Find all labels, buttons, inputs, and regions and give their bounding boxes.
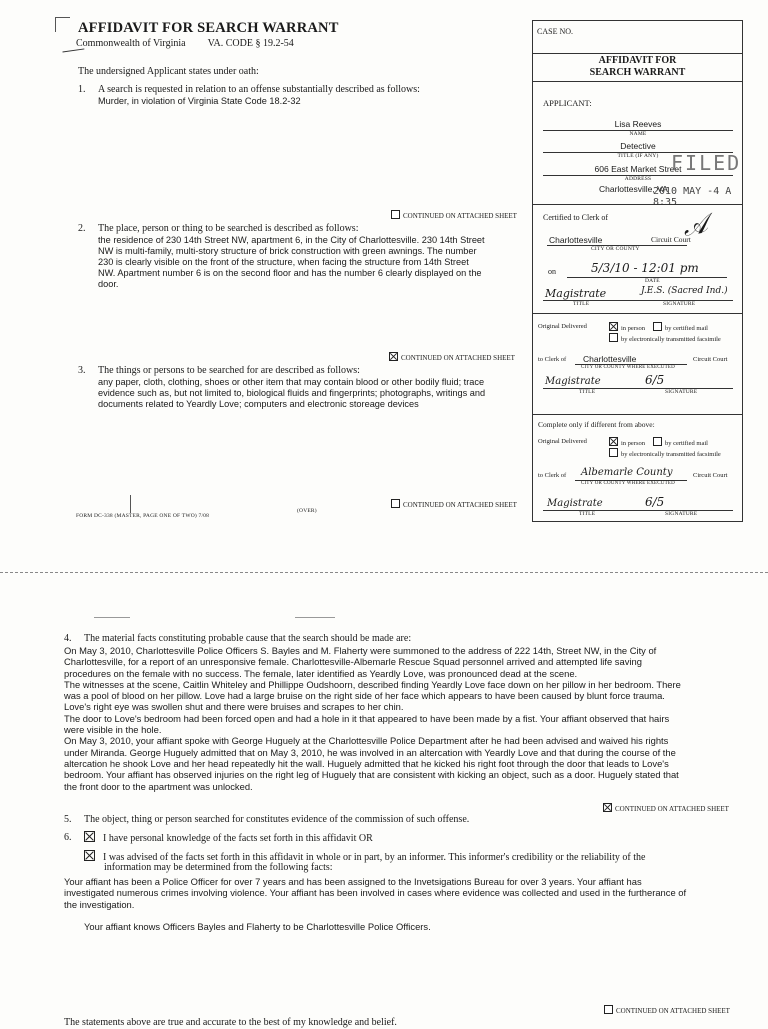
title-caption-2: TITLE — [573, 301, 590, 307]
item3-continued — [391, 499, 517, 509]
item2-label: The place, person or thing to be searched is described as follows: — [98, 223, 359, 234]
circuit-court-label: Circuit Court — [693, 356, 728, 363]
bottom-statement: The statements above are true and accurate to the best of my knowledge and belief. — [64, 1017, 397, 1028]
item4-continued — [603, 803, 729, 813]
clerk-signature-scribble: 𝒜 — [680, 209, 710, 243]
item3-continued-checkbox[interactable] — [391, 499, 400, 508]
certified-city: Charlottesville — [549, 235, 603, 245]
rightbox-title-line1: AFFIDAVIT FOR — [598, 55, 677, 66]
item3-line: evidence such as, but not limited to, biological fluids and fingerprints; photographs, writings and — [98, 388, 486, 398]
item6-option1 — [84, 831, 373, 845]
jurisdiction-line — [76, 38, 294, 49]
city-exec-caption-2: CITY OR COUNTY WHERE EXECUTED — [581, 481, 675, 486]
item4-line: The door to Love's bedroom had been forced open and had a hole in it that appeared to have been made by a fist. Your affiant observed that hairs — [64, 712, 670, 724]
title-caption-4: TITLE — [579, 511, 596, 517]
rightbox-title-line2: SEARCH WARRANT — [589, 67, 686, 78]
item1-offense: Murder, in violation of Virginia State Code 18.2-32 — [98, 96, 301, 106]
informer-line: investigated numerous crimes involving violence. Your affiant has been involved in cases where evidence was collected and used in the furtherance of — [64, 887, 687, 899]
signature-caption-3: SIGNATURE — [665, 511, 698, 517]
item4-line: bedroom. Your affiant has observed injuries on the right leg of Huguely that are consistent with kicking an object, such as a door. Huguely stated that — [64, 769, 679, 781]
complete-only-label: Complete only if different from above: — [538, 420, 655, 429]
item4-line: was a pool of blood on her pillow. Love had a large bruise on the right side of her face which appears to have been caused by blunt force trauma. — [64, 690, 665, 702]
item3-text — [98, 377, 526, 410]
to-clerk-label: to Clerk of — [538, 356, 567, 363]
officers-statement: Your affiant knows Officers Bayles and Flaherty to be Charlottesville Police Officers. — [84, 921, 431, 932]
item2-continued-checkbox[interactable] — [389, 352, 398, 361]
signature-caption: SIGNATURE — [663, 301, 696, 307]
item3-line: any paper, cloth, clothing, shoes or other item that may contain blood or other bodily fluid; trace — [98, 377, 485, 387]
applicant-label: APPLICANT: — [543, 98, 592, 108]
date-handwriting-2: 6/5 — [645, 373, 665, 387]
date-caption: DATE — [645, 278, 660, 284]
item2-line: 230 is clearly visible on the front of the structure, when facing the structure from 14th Street — [98, 257, 469, 267]
in-person-checkbox[interactable] — [609, 322, 618, 331]
certified-mail-label-2: by certified mail — [665, 440, 708, 447]
item2-number: 2. — [78, 223, 86, 234]
item3-line: documents related to Yeardly Love; computers and electronic storeage devices — [98, 399, 419, 409]
certified-date: 5/3/10 - 12:01 pm — [591, 261, 699, 275]
fax-option-2 — [609, 448, 721, 458]
item3-label: The things or persons to be searched for are described as follows: — [98, 365, 360, 376]
item2-continued — [389, 352, 515, 362]
item4-continued-label: CONTINUED ON ATTACHED SHEET — [615, 805, 729, 813]
item1-number: 1. — [78, 84, 86, 95]
applicant-name: Lisa Reeves — [614, 119, 662, 129]
clerk-city: Charlottesville — [583, 354, 637, 364]
in-person-label: in person — [621, 325, 646, 332]
certified-mail-checkbox[interactable] — [653, 322, 662, 331]
form-number: FORM DC-338 (MASTER, PAGE ONE OF TWO) 7/08 — [76, 513, 210, 519]
item4-line: altercation he shook Love and her head repeatedly hit the wall. Huguely admitted that he kicked his right foot through the door that leads to Love's — [64, 757, 669, 769]
case-no-label: CASE NO. — [537, 27, 574, 36]
original-delivered-label: Original Delivered — [538, 323, 587, 330]
original-delivered-label-2: Original Delivered — [538, 438, 587, 445]
informer-continued-checkbox[interactable] — [604, 1005, 613, 1014]
item4-label: The material facts constituting probable cause that the search should be made are: — [84, 633, 412, 644]
filed-date-stamp: 2010 MAY -4 A 8:35 — [653, 186, 732, 208]
applicant-title: Detective — [620, 141, 656, 151]
certified-mail-option — [653, 322, 708, 332]
applicant-city: Charlottesville, VA — [599, 184, 668, 194]
item2-line: door. — [98, 279, 119, 289]
over-label: (OVER) — [297, 508, 317, 514]
city-exec-caption: CITY OR COUNTY WHERE EXECUTED — [581, 365, 675, 370]
date-handwriting-3: 6/5 — [645, 495, 665, 509]
code-ref: VA. CODE § 19.2-54 — [207, 38, 294, 49]
item2-line: NW is multi-family, multi-story structure of brick construction with green awnings. The number — [98, 246, 477, 256]
certified-mail-checkbox-2[interactable] — [653, 437, 662, 446]
item4-line: procedures on the female with no success. The female, later identified as Yeardly Love, was pronounced dead at the scene. — [64, 667, 578, 679]
rightbox-title — [533, 55, 742, 79]
magistrate-signature: J.E.S. (Sacred Ind.) — [641, 286, 728, 296]
item3-continued-label: CONTINUED ON ATTACHED SHEET — [403, 501, 517, 509]
personal-knowledge-checkbox[interactable] — [84, 831, 95, 842]
certified-label: Certified to Clerk of — [543, 213, 609, 222]
item5-text: The object, thing or person searched for constitutes evidence of the commission of such offense. — [84, 814, 470, 825]
in-person-option — [609, 322, 645, 332]
corner-mark — [55, 17, 70, 32]
certified-mail-label: by certified mail — [665, 325, 708, 332]
item3-number: 3. — [78, 365, 86, 376]
informer-label-line1: I was advised of the facts set forth in this affidavit in whole or in part, by an informer. This informer's credibility or the reliability of the — [103, 852, 646, 863]
in-person-label-2: in person — [621, 440, 646, 447]
item4-number: 4. — [64, 633, 72, 644]
magistrate-handwriting-3: Magistrate — [547, 498, 603, 509]
on-label: on — [548, 267, 556, 276]
page-separator — [0, 572, 768, 573]
informer-line: Your affiant has been a Police Officer for over 7 years and has been assigned to the Invetsigations Bureau for over 3 years. Your affiant has — [64, 876, 642, 887]
scan-line — [295, 617, 335, 618]
jurisdiction: Commonwealth of Virginia — [76, 38, 186, 49]
fax-option — [609, 333, 721, 343]
circuit-court-label-2: Circuit Court — [693, 472, 728, 479]
clerk-county-2: Albemarle County — [581, 467, 673, 478]
item4-line: On May 3, 2010, your affiant spoke with George Huguely at the Charlottesville Police Department after he had been advised and waived his rights — [64, 735, 669, 747]
certified-court: Circuit Court — [651, 235, 691, 244]
signature-caption-2: SIGNATURE — [665, 389, 698, 395]
signature-scribble — [62, 43, 85, 53]
name-caption: NAME — [629, 131, 647, 137]
item4-line: Charlottesville, for a report of an unresponsive female. Charlottesville-Albemarle Rescue Squad personnel arrived and attempted life saving — [64, 656, 642, 668]
item4-line: The witnesses at the scene, Caitlin Whiteley and Phillippe Oudshoorn, described finding Yeardly Love face down on her pillow in her bedroom. There — [64, 678, 681, 690]
magistrate-handwriting-2: Magistrate — [545, 376, 601, 387]
case-info-box — [532, 20, 743, 522]
informer-facts — [64, 876, 764, 910]
magistrate-handwriting: Magistrate — [545, 287, 607, 300]
informer-continued-label: CONTINUED ON ATTACHED SHEET — [616, 1007, 730, 1015]
item1-continued-label: CONTINUED ON ATTACHED SHEET — [403, 212, 517, 220]
intro-text: The undersigned Applicant states under oath: — [78, 66, 259, 77]
city-caption: CITY OR COUNTY — [591, 246, 640, 252]
scan-line — [94, 617, 130, 618]
address-caption: ADDRESS — [624, 176, 652, 182]
item4-continued-checkbox[interactable] — [603, 803, 612, 812]
in-person-checkbox-2[interactable] — [609, 437, 618, 446]
title-caption-3: TITLE — [579, 389, 596, 395]
fax-label: by electronically transmitted facsimile — [621, 336, 721, 343]
fax-checkbox[interactable] — [609, 333, 618, 342]
applicant-address: 606 East Market Street — [594, 164, 682, 174]
informer-continued — [604, 1005, 730, 1015]
to-clerk-label-2: to Clerk of — [538, 472, 567, 479]
informer-checkbox[interactable] — [84, 850, 95, 861]
scan-mark — [130, 495, 131, 513]
filed-stamp: FILED — [671, 151, 742, 175]
item6-number: 6. — [64, 832, 72, 843]
item4-facts — [64, 645, 764, 792]
item4-line: under Miranda. George Huguely admitted that on May 3, 2010, he was involved in an altercation with Yeardly Love and that during the course of the — [64, 746, 676, 758]
fax-checkbox-2[interactable] — [609, 448, 618, 457]
item1-continued — [391, 210, 517, 220]
item4-line: On May 3, 2010, Charlottesville Police Officers S. Bayles and M. Flaherty were summoned to the address of 222 14th, Street NW, in the City of — [64, 645, 657, 656]
informer-line: the investigation. — [64, 898, 135, 910]
item4-line: were visible in the hole. — [64, 724, 162, 736]
informer-label-line2: information may be determined from the following facts: — [104, 862, 333, 873]
title-caption: TITLE (IF ANY) — [617, 153, 659, 159]
item1-continued-checkbox[interactable] — [391, 210, 400, 219]
item2-continued-label: CONTINUED ON ATTACHED SHEET — [401, 354, 515, 362]
fax-label-2: by electronically transmitted facsimile — [621, 451, 721, 458]
item1-label: A search is requested in relation to an offense substantially described as follows: — [98, 84, 420, 95]
page-title: AFFIDAVIT FOR SEARCH WARRANT — [78, 20, 339, 36]
certified-mail-option-2 — [653, 437, 708, 447]
item4-line: Love's right eye was swollen shut and there were bruises and scrapes to her chin. — [64, 701, 404, 713]
in-person-option-2 — [609, 437, 645, 447]
item2-line: NW. Apartment number 6 is on the second floor and has the number 6 clearly displayed on the — [98, 268, 482, 278]
item4-line: the front door to the apartment was unlocked. — [64, 780, 253, 792]
item2-line: the residence of 230 14th Street NW, apartment 6, in the City of Charlottesville. 230 14th Street — [98, 235, 485, 245]
item5-number: 5. — [64, 814, 72, 825]
personal-knowledge-label: I have personal knowledge of the facts set forth in this affidavit OR — [103, 833, 373, 844]
item2-text — [98, 235, 522, 290]
